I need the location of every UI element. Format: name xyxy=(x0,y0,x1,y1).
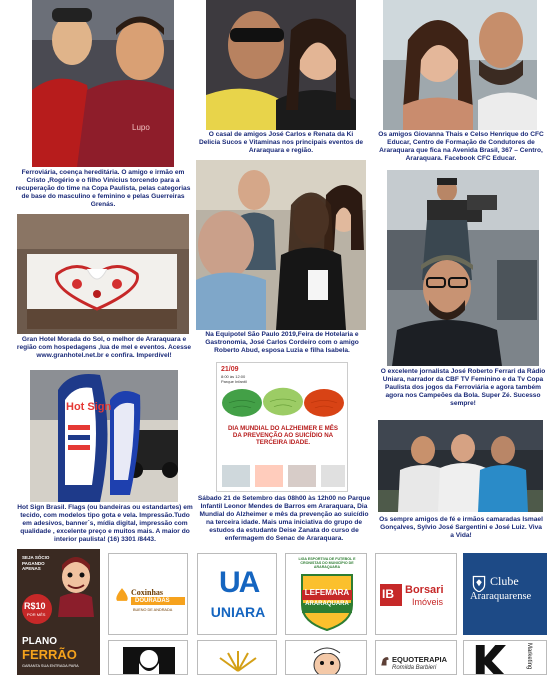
flag-brand: Hot Sign xyxy=(66,401,112,413)
ad-plano-title1: PLANO xyxy=(22,636,57,647)
caption-ferrari: O excelente jornalista José Roberto Ferrari da Rádio Uniara, narrador da CBF TV Feminino e da Tv Copa Paulista dos jogos da Ferroviária e agora também agora nos Campeões da Bola. Super Zé. Sucesso sempre! xyxy=(380,368,546,408)
ad-borsari-name: Borsari xyxy=(405,584,444,596)
poster-date: 21/09 xyxy=(221,366,239,373)
ad-clube-araraquarense[interactable] xyxy=(463,553,547,635)
ad-sunburst-logo[interactable] xyxy=(197,640,277,675)
poster-alzheimer-day xyxy=(216,362,348,492)
photo-three-friends xyxy=(378,420,543,512)
ad-equoterapia[interactable] xyxy=(375,640,457,675)
ad-coxinhas-douradas[interactable] xyxy=(108,553,188,635)
ad-plano-foot: GARANTA SUA ENTRADA PARA xyxy=(22,664,79,668)
horse-icon xyxy=(379,655,391,667)
bearded-man-icon xyxy=(109,641,188,675)
ferrao-mascot-icon xyxy=(56,556,96,618)
ad-coxinhas-brand2: DOURADAS xyxy=(135,598,170,604)
poster-place: Parque Infantil xyxy=(221,379,247,384)
ad-clube-name1: Clube xyxy=(490,574,519,588)
photo-gran-hotel-room xyxy=(17,214,189,334)
ad-equoterapia-sub: Romilda Barbieri xyxy=(392,665,437,671)
ad-coxinhas-sub: BUENO DE ANDRADA xyxy=(133,608,173,612)
poster-time: 8:00 às 12:00 xyxy=(221,374,246,379)
lefemara-shield-icon xyxy=(297,567,357,633)
ad-barber-logo[interactable] xyxy=(108,640,188,675)
cartoon-chef-icon xyxy=(286,641,367,675)
ad-coxinhas-brand: Coxinhas xyxy=(131,588,164,597)
ad-borsari-mark: IB xyxy=(382,587,394,601)
ad-plano-tag2: PAGANDO APENAS xyxy=(22,561,45,571)
ad-borsari-sub: Imóveis xyxy=(412,597,444,607)
photo-hot-sign-flags xyxy=(30,370,178,502)
photo-equipotel-group xyxy=(196,160,366,330)
ad-plano-price: R$10 xyxy=(24,601,46,611)
ad-cartoon-logo[interactable] xyxy=(285,640,367,675)
ad-borsari-imoveis[interactable] xyxy=(375,553,457,635)
poster-headline: DIA MUNDIAL DO ALZHEIMER E MÊS DA PREVENÇÃO AO SUICÍDIO NA TERCEIRA IDADE. xyxy=(227,425,339,446)
ad-plano-period: POR MÊS xyxy=(27,612,46,617)
ad-plano-tag1: SEJA SÓCIO xyxy=(22,555,50,560)
caption-alzheimer-event: Sábado 21 de Setembro das 08h00 às 12h00 no Parque Infantil Leonor Mendes de Barros em Araraquara, Dia Mundial do Alzheimer e mês da prevenção ao suicídio na terceira idade. Mais uma iniciativa do grupo de estudos da estudante Deise Zanata do curso de enfermagem do Senac de Araraquara. xyxy=(197,495,371,543)
caption-cfc-educar: Os amigos Giovanna Thais e Celso Henrique do CFC Educar, Centro de Formação de Condutores de Araraquara que fica na Avenida Brasil, 367 – Centro, Araraquara. Facebook CFC Educar. xyxy=(378,131,544,163)
ad-lefemara-city: ARARAQUARA xyxy=(305,601,349,607)
caption-three-friends: Os sempre amigos de fé e irmãos camaradas Ismael Gonçalves, Sylvio José Sargentini e José Luiz. Viva a Vida! xyxy=(379,516,543,540)
ad-plano-title2: FERRÃO xyxy=(22,647,77,662)
ad-clube-name2: Araraquarense xyxy=(470,591,532,602)
ad-k-marketing[interactable] xyxy=(463,640,547,675)
ad-k-marketing-label: Marketing xyxy=(526,643,532,670)
ad-lefemara[interactable] xyxy=(285,553,367,635)
clube-crest-icon xyxy=(472,575,486,592)
ad-plano-ferrao[interactable] xyxy=(17,549,100,675)
ad-uniara[interactable] xyxy=(197,553,277,635)
coxinha-icon xyxy=(114,588,130,601)
ad-equoterapia-name: EQUOTERAPIA xyxy=(392,655,448,664)
photo-couple-jose-carlos-renata xyxy=(206,0,356,130)
caption-couple: O casal de amigos José Carlos e Renata da Ki Delicia Sucos e Vitaminas nos principais eventos de Araraquara e região. xyxy=(198,131,364,155)
caption-ferroviaria: Ferroviária, coença hereditária. O amigo e irmão em Cristo ,Rogério e o filho Vinicius torcendo para a recuperação do time na Copa Paulista, pelas categorias de base do masculino e feminino e pelas Guerreiras Grenás. xyxy=(15,169,191,209)
caption-equipotel: Na Equipotel São Paulo 2019,Feira de Hotelaria e Gastronomia, José Carlos Cordeiro com o amigo Roberto Abud, esposa Luzia e filha Isabela. xyxy=(205,331,359,355)
sunburst-icon xyxy=(198,641,277,675)
photo-jose-roberto-ferrari xyxy=(387,170,539,366)
ad-lefemara-top: LIGA ESPORTIVA DE FUTEBOL E CRONISTAS DO MUNICÍPIO DE ARARAQUARA xyxy=(298,557,356,570)
caption-hot-sign: Hot Sign Brasil. Flags (ou bandeiras ou estandartes) em tecido, com modelos tipo gota e vela. Impressão.Tudo em adesivos, banner´s, mídia digital, impressão com qualidade , excelente preço e muitos mais. A maior do interior paulista! (16) 3301 /8443. xyxy=(17,504,193,544)
photo-ferroviaria-fans xyxy=(32,0,174,167)
jersey-brand: Lupo xyxy=(132,123,150,132)
k-letter-icon xyxy=(470,645,510,675)
ad-lefemara-name: LEFEMARA xyxy=(304,588,350,597)
ad-uniara-name: UNIARA xyxy=(210,604,266,620)
ad-uniara-mark: UA xyxy=(219,566,259,599)
photo-giovanna-celso xyxy=(383,0,537,130)
caption-gran-hotel: Gran Hotel Morada do Sol, o melhor de Araraquara e região com hospedagens ,lua de mel e eventos. Acesse www.granhotel.net.br e confira. Imperdível! xyxy=(16,336,192,360)
